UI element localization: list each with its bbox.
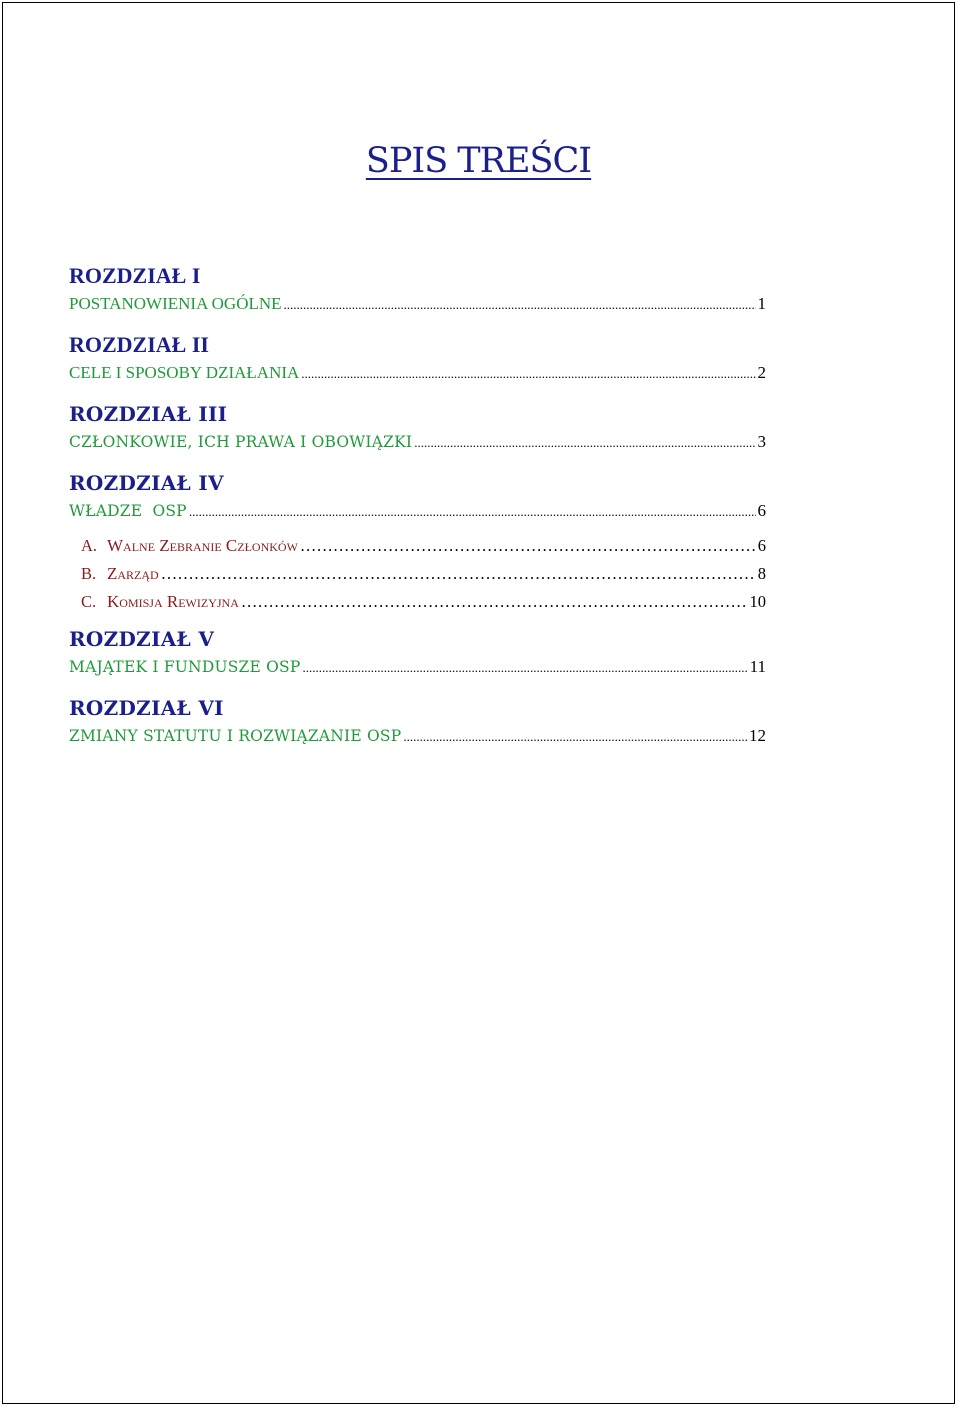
dot-leader [300,532,756,560]
chapter-heading: ROZDZIAŁ VI [69,696,224,720]
subentry-letter: C. [81,592,97,611]
chapter-heading: ROZDZIAŁ IV [69,471,224,495]
toc-entry-label[interactable]: ZMIANY STATUTU I ROZWIĄZANIE OSP [69,727,402,745]
toc-chapter-2 [69,330,766,386]
toc-page-number[interactable]: 12 [749,726,766,745]
dot-leader [241,588,748,616]
toc-chapter-5 [69,624,766,680]
dot-leader [414,430,755,456]
toc-entry[interactable] [69,723,766,749]
toc-page-number[interactable]: 1 [757,294,766,313]
toc-subentry[interactable] [69,588,766,616]
toc-entry-label[interactable]: CELE I SPOSOBY DZIAŁANIA [69,363,300,382]
dot-leader [303,655,748,681]
toc-entry[interactable] [69,429,766,455]
toc-entry[interactable] [69,291,766,317]
toc-chapter-3 [69,399,766,455]
subentry-label[interactable]: Walne Zebranie Członków [107,536,298,555]
toc-page-number[interactable]: 2 [757,363,766,382]
dot-leader [403,724,747,750]
toc-subentry[interactable] [69,560,766,588]
subentry-letter: B. [81,564,97,583]
toc-page-number[interactable]: 3 [757,432,766,451]
toc-entry[interactable] [69,498,766,524]
toc-chapter-4 [69,468,766,616]
toc-entry-label[interactable]: POSTANOWIENIA OGÓLNE [69,294,282,313]
toc-entry-label[interactable]: CZŁONKOWIE, ICH PRAWA I OBOWIĄZKI [69,433,413,451]
chapter-heading: ROZDZIAŁ III [69,402,228,426]
table-of-contents [69,261,766,762]
dot-leader [189,499,756,525]
chapter-heading: ROZDZIAŁ I [69,263,201,288]
toc-page-number[interactable]: 6 [757,501,766,520]
toc-subentry[interactable] [69,532,766,560]
toc-chapter-1 [69,261,766,317]
page-title-text: SPIS TREŚCI [365,141,592,181]
toc-entry[interactable] [69,360,766,386]
toc-chapter-6 [69,693,766,749]
document-page [2,2,955,1404]
dot-leader [161,560,756,588]
subentry-page-number[interactable]: 6 [757,536,766,555]
toc-page-number[interactable]: 11 [749,657,766,676]
dot-leader [301,361,755,387]
page-title [3,141,954,181]
chapter-heading: ROZDZIAŁ II [69,332,209,357]
dot-leader [284,292,756,318]
subentry-page-number[interactable]: 10 [749,592,766,611]
toc-entry[interactable] [69,654,766,680]
subentry-label[interactable]: Komisja Rewizyjna [107,592,239,611]
subentry-page-number[interactable]: 8 [757,564,766,583]
subsection-list [69,532,766,616]
toc-entry-label[interactable]: MAJĄTEK I FUNDUSZE OSP [69,658,301,676]
subentry-letter: A. [81,536,98,555]
chapter-heading: ROZDZIAŁ V [69,627,215,651]
toc-entry-label[interactable]: WŁADZE OSP [69,502,187,520]
subentry-label[interactable]: Zarząd [107,564,159,583]
